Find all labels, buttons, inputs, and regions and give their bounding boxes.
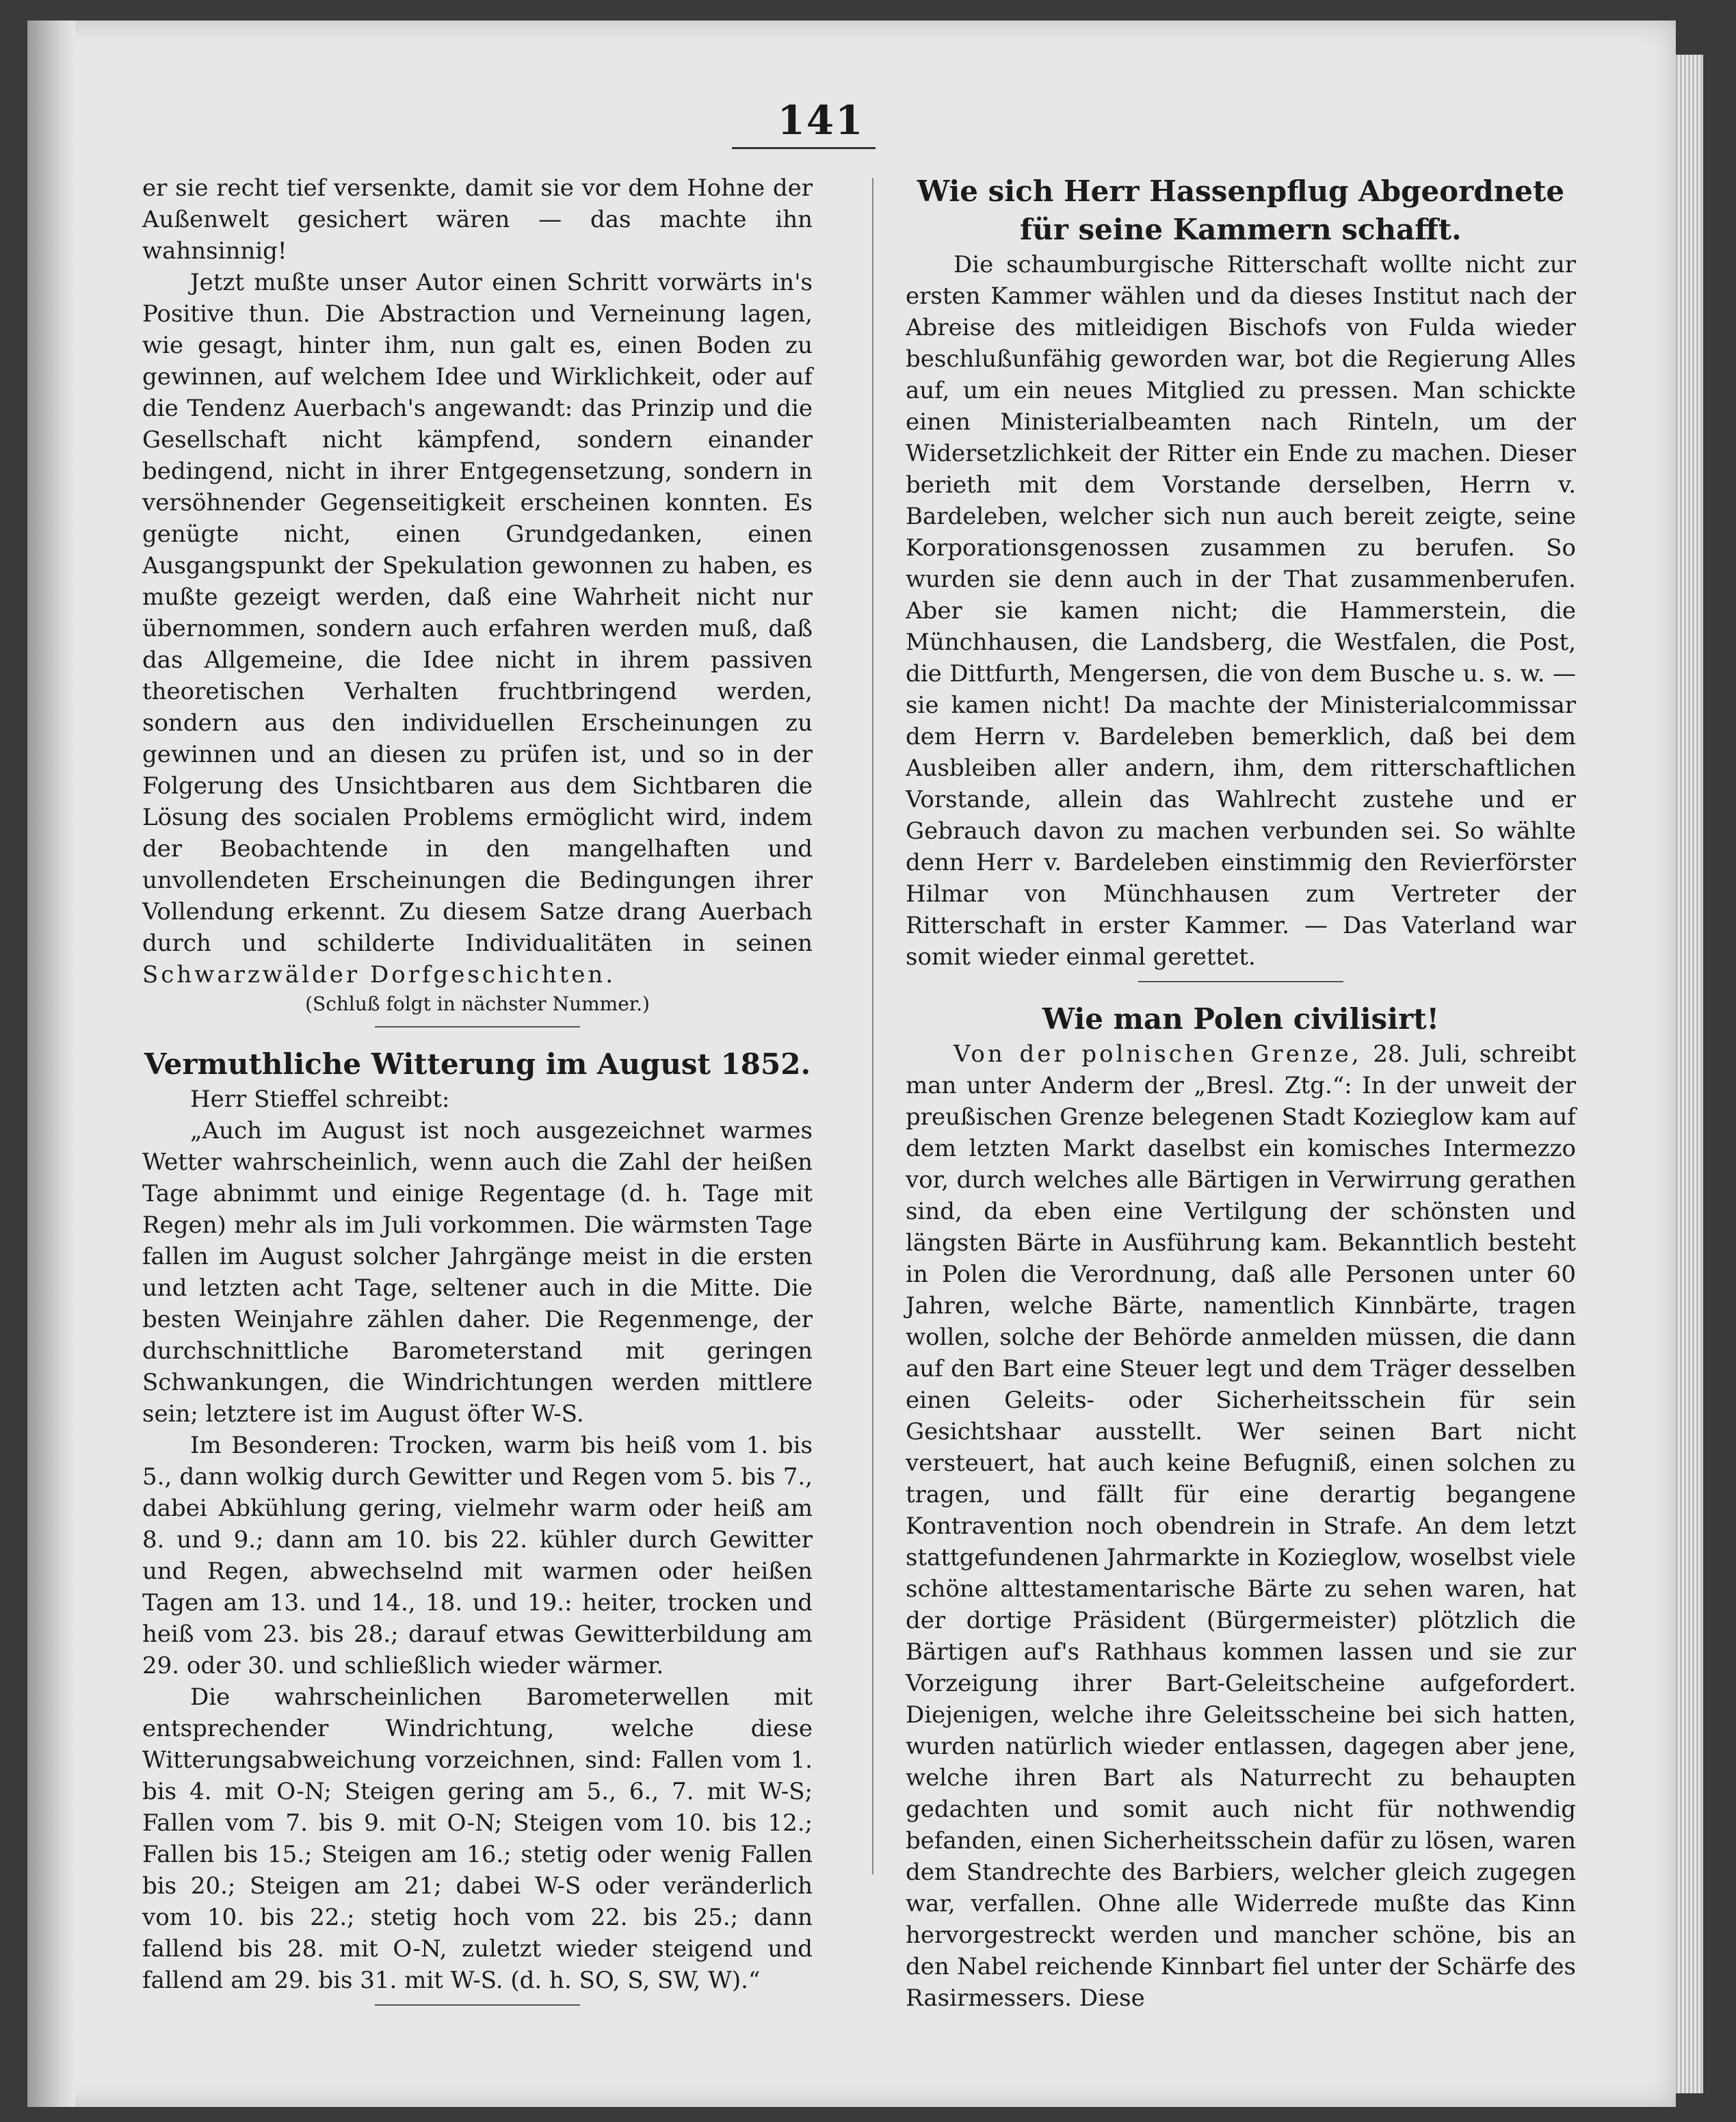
page-number: 141 — [777, 97, 865, 144]
polen-paragraph-text: 28. Juli, schreibt man unter Anderm der „Bresl. Ztg.“: In der unweit der preußischen Grenze belegenen Stadt Kozieglow kam auf dem letzten Markt daselbst ein komisches Intermezzo vor, durch welches alle Bärtigen in Verwirrung gerathen sind, da eben eine Vertilgung der schönsten und längsten Bärte in Ausführung kam. Bekanntlich besteht in Polen die Verordnung, daß alle Personen unter 60 Jahren, welche Bärte, namentlich Kinnbärte, tragen wollen, solche der Behörde anmelden müssen, die dann auf den Bart eine Steuer legt und dem Träger desselben einen Geleits- oder Sicherheitsschein für sein Gesichtshaar ausstellt. Wer seinen Bart nicht versteuert, hat auch keine Befugniß, einen solchen zu tragen, und fällt für eine derartig begangene Kontravention noch obendrein in Strafe. An dem letzt stattgefundenen Jahrmarkte in Kozieglow, woselbst viele schöne alttestamentarische Bärte zu sehen waren, hat der dortige Präsident (Bürgermeister) plötzlich die Bärtigen auf's Rathhaus kommen lassen und sie zur Vorzeigung ihrer Bart-Geleitscheine aufgefordert. Diejenigen, welche ihre Geleitsscheine bei sich hatten, wurden natürlich wieder entlassen, dagegen aber jene, welche ihren Bart als Naturrecht zu behaupten gedachten und somit auch nicht für nothwendig befanden, einen Sicherheitsschein dafür zu lösen, waren dem Standrechte des Barbiers, welcher gleich zugegen war, verfallen. Ohne alle Widerrede mußte das Kinn hervorgestreckt werden und mancher schöne, bis an den Nabel reichende Kinnbart fiel unter der Schärfe des Rasirmessers. Diese — [906, 1040, 1576, 2012]
continuation-text: er sie recht tief versenkte, damit sie vor dem Hohne der Außenwelt gesichert wären — das machte ihn wahnsinnig! — [142, 174, 813, 265]
weather-paragraph-1: „Auch im August ist noch ausgezeichnet warmes Wetter wahrscheinlich, wenn auch die Zahl der heißen Tage abnimmt und einige Regentage (d. h. Tage mit Regen) mehr als im Juli vorkommen. Die wärmsten Tage fallen im August solcher Jahrgänge meist in die ersten und letzten acht Tage, seltener auch in die Mitte. Die besten Weinjahre zählen daher. Die Regenmenge, der durchschnittliche Barometerstand mit geringen Schwankungen, die Windrichtungen werden mittlere sein; letztere ist im August öfter W-S. — [142, 1117, 813, 1428]
column-divider — [872, 178, 873, 1874]
hassenpflug-heading: Wie sich Herr Hassenpflug Abgeordnete für seine Kammern schafft. — [917, 174, 1565, 246]
weather-paragraph-2: Im Besonderen: Trocken, warm bis heiß vom 1. bis 5., dann wolkig durch Gewitter und Regen vom 5. bis 7., dabei Abkühlung gering, vielmehr warm oder heiß am 8. und 9.; dann am 10. bis 22. kühler durch Gewitter und Regen, abwechselnd mit warmen oder heißen Tagen am 13. und 14., 18. und 19.: heiter, trocken und heiß vom 23. bis 28.; darauf etwas Gewitterbildung am 29. oder 30. und schließlich wieder wärmer. — [142, 1432, 813, 1679]
auerbach-paragraph — [142, 267, 813, 991]
page-edge-stack — [1676, 55, 1703, 2093]
page-number-rule — [732, 147, 876, 149]
polen-heading: Wie man Polen civilisirt! — [1042, 1002, 1440, 1036]
polen-dateline: Von der polnischen Grenze, — [954, 1040, 1362, 1068]
newspaper-page — [27, 21, 1676, 2107]
weather-paragraph-3: Die wahrscheinlichen Barometerwellen mit entsprechender Windrichtung, welche diese Witterungsabweichung vorzeichnen, sind: Fallen vom 1. bis 4. mit O-N; Steigen gering am 5., 6., 7. mit W-S; Fallen vom 7. bis 9. mit O-N; Steigen vom 10. bis 12.; Fallen bis 15.; Steigen am 16.; stetig oder wenig Fallen bis 20.; Steigen am 21; dabei W-S oder veränderlich vom 10. bis 22.; stetig hoch vom 22. bis 25.; dann fallend bis 28. mit O-N, zuletzt wieder steigend und fallend am 29. bis 31. mit W-S. (d. h. SO, S, SW, W).“ — [142, 1684, 813, 1994]
book-spine-shadow — [27, 21, 75, 2107]
polen-paragraph — [906, 1038, 1576, 2014]
weather-intro: Herr Stieffel schreibt: — [190, 1086, 450, 1113]
auerbach-paragraph-text: Jetzt mußte unser Autor einen Schritt vorwärts in's Positive thun. Die Abstraction und Verneinung lagen, wie gesagt, hinter ihm, nun galt es, einen Boden zu gewinnen, auf welchem Idee und Wirklichkeit, oder auf die Tendenz Auerbach's angewandt: das Prinzip und die Gesellschaft nicht kämpfend, sondern einander bedingend, nicht in ihrer Entgegensetzung, sondern in versöhnender Gegenseitigkeit erscheinen konnten. Es genügte nicht, einen Grundgedanken, einen Ausgangspunkt der Spekulation gewonnen zu haben, es mußte gezeigt werden, daß eine Wahrheit nicht nur übernommen, sondern auch erfahren werden muß, daß das Allgemeine, die Idee nicht in ihrem passiven theoretischen Verhalten fruchtbringend werden, sondern aus den individuellen Erscheinungen zu gewinnen und an diesen zu prüfen ist, und so in der Folgerung des Unsichtbaren aus dem Sichtbaren die Lösung des socialen Problems ermöglicht wird, indem der Beobachtende in den mangelhaften und unvollendeten Erscheinungen die Bedingungen ihrer Vollendung erkennt. Zu diesem Satze drang Auerbach durch und schilderte Individualitäten in seinen — [142, 269, 813, 957]
dorfgeschichten-title: Schwarzwälder Dorfgeschichten. — [142, 961, 616, 988]
left-column — [142, 172, 813, 2023]
section-separator — [375, 1026, 580, 1027]
right-column — [906, 172, 1576, 2014]
end-separator — [375, 2004, 580, 2006]
section-separator-right — [1138, 981, 1343, 982]
hassenpflug-paragraph: Die schaumburgische Ritterschaft wollte nicht zur ersten Kammer wählen und da dieses Institut nach der Abreise des mitleidigen Bischofs von Fulda wieder beschlußunfähig geworden war, bot die Regierung Alles auf, um ein neues Mitglied zu pressen. Man schickte einen Ministerialbeamten nach Rinteln, um der Widersetzlichkeit der Ritter ein Ende zu machen. Dieser berieth mit dem Vorstande derselben, Herrn v. Bardeleben, welcher sich nun auch bereit zeigte, seine Korporationsgenossen zusammen zu berufen. So wurden sie denn auch in der That zusammenberufen. Aber sie kamen nicht; die Hammerstein, die Münchhausen, die Landsberg, die Westfalen, die Post, die Dittfurth, Mengersen, die von dem Busche u. s. w. — sie kamen nicht! Da machte der Ministerialcommissar dem Herrn v. Bardeleben bemerklich, daß bei dem Ausbleiben aller andern, ihm, dem ritterschaftlichen Vorstande, allein das Wahlrecht zustehe und er Gebrauch davon zu machen verbunden sei. So wählte denn Herr v. Bardeleben einstimmig den Revierförster Hilmar von Münchhausen zum Vertreter der Ritterschaft in erster Kammer. — Das Vaterland war somit wieder einmal gerettet. — [906, 251, 1576, 971]
continued-note: (Schluß folgt in nächster Nummer.) — [305, 993, 650, 1015]
weather-heading: Vermuthliche Witterung im August 1852. — [144, 1047, 811, 1081]
